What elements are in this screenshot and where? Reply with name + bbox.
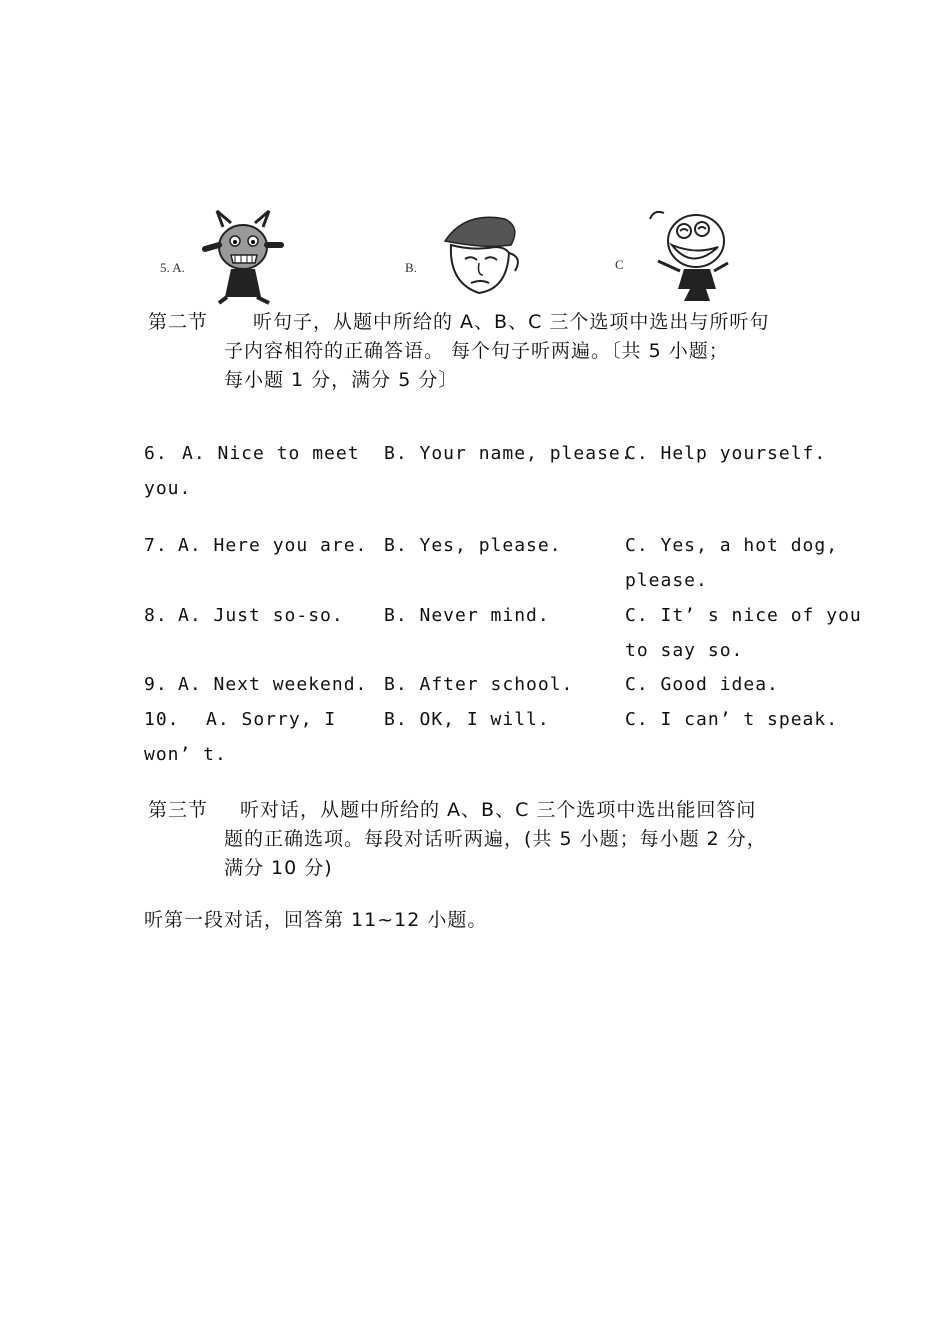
picture-label-a: 5. A. (160, 260, 185, 275)
option-c: C. Good idea. (625, 674, 779, 695)
option-a: A. Sorry, I (206, 709, 337, 730)
option-a-continued: won’ t. (144, 744, 227, 765)
section-2-instruction-line-2: 子内容相符的正确答语。 每个句子听两遍。〔共 5 小题； (224, 340, 729, 362)
question-number: 8. (144, 605, 168, 626)
option-a: A. Next weekend. (178, 674, 368, 695)
option-b: B. Yes, please. (384, 535, 562, 556)
section-2-title: 第二节 (148, 311, 209, 333)
option-c: C. Help yourself. (625, 443, 827, 464)
section-2-instruction-line-3: 每小题 1 分，满分 5 分〕 (224, 369, 459, 391)
option-b: B. Your name, please. (384, 443, 633, 464)
option-b: B. After school. (384, 674, 574, 695)
option-b: B. OK, I will. (384, 709, 550, 730)
question-5-pictures (150, 205, 750, 305)
question-number: 9. (144, 674, 168, 695)
section-3-instruction-line-3: 满分 10 分) (224, 857, 333, 879)
option-c: C. I can’ t speak. (625, 709, 839, 730)
tired-face-picture (425, 205, 535, 305)
option-c-continued: to say so. (625, 640, 744, 661)
picture-label-c: C (615, 257, 624, 272)
picture-label-b: B. (405, 260, 417, 275)
section-3-instruction-line-2: 题的正确选项。每段对话听两遍，(共 5 小题；每小题 2 分， (224, 828, 767, 850)
question-number: 7. (144, 535, 168, 556)
angry-face-picture (195, 205, 305, 305)
option-a: A. Just so-so. (178, 605, 344, 626)
laughing-face-picture (640, 205, 750, 305)
dialogue-1-instruction: 听第一段对话，回答第 11~12 小题。 (144, 909, 488, 931)
option-a: A. Nice to meet (182, 443, 360, 464)
section-3-title: 第三节 (148, 799, 209, 821)
section-2-instruction-line-1: 听句子，从题中所给的 A、B、C 三个选项中选出与所听句 (253, 311, 770, 333)
option-a-continued: you. (144, 478, 192, 499)
option-a: A. Here you are. (178, 535, 368, 556)
question-number: 6. (144, 443, 168, 464)
option-b: B. Never mind. (384, 605, 550, 626)
option-c: C. It’ s nice of you (625, 605, 862, 626)
option-c: C. Yes, a hot dog, (625, 535, 839, 556)
option-c-continued: please. (625, 570, 708, 591)
question-number: 10. (144, 709, 180, 730)
section-3-instruction-line-1: 听对话，从题中所给的 A、B、C 三个选项中选出能回答问 (240, 799, 757, 821)
